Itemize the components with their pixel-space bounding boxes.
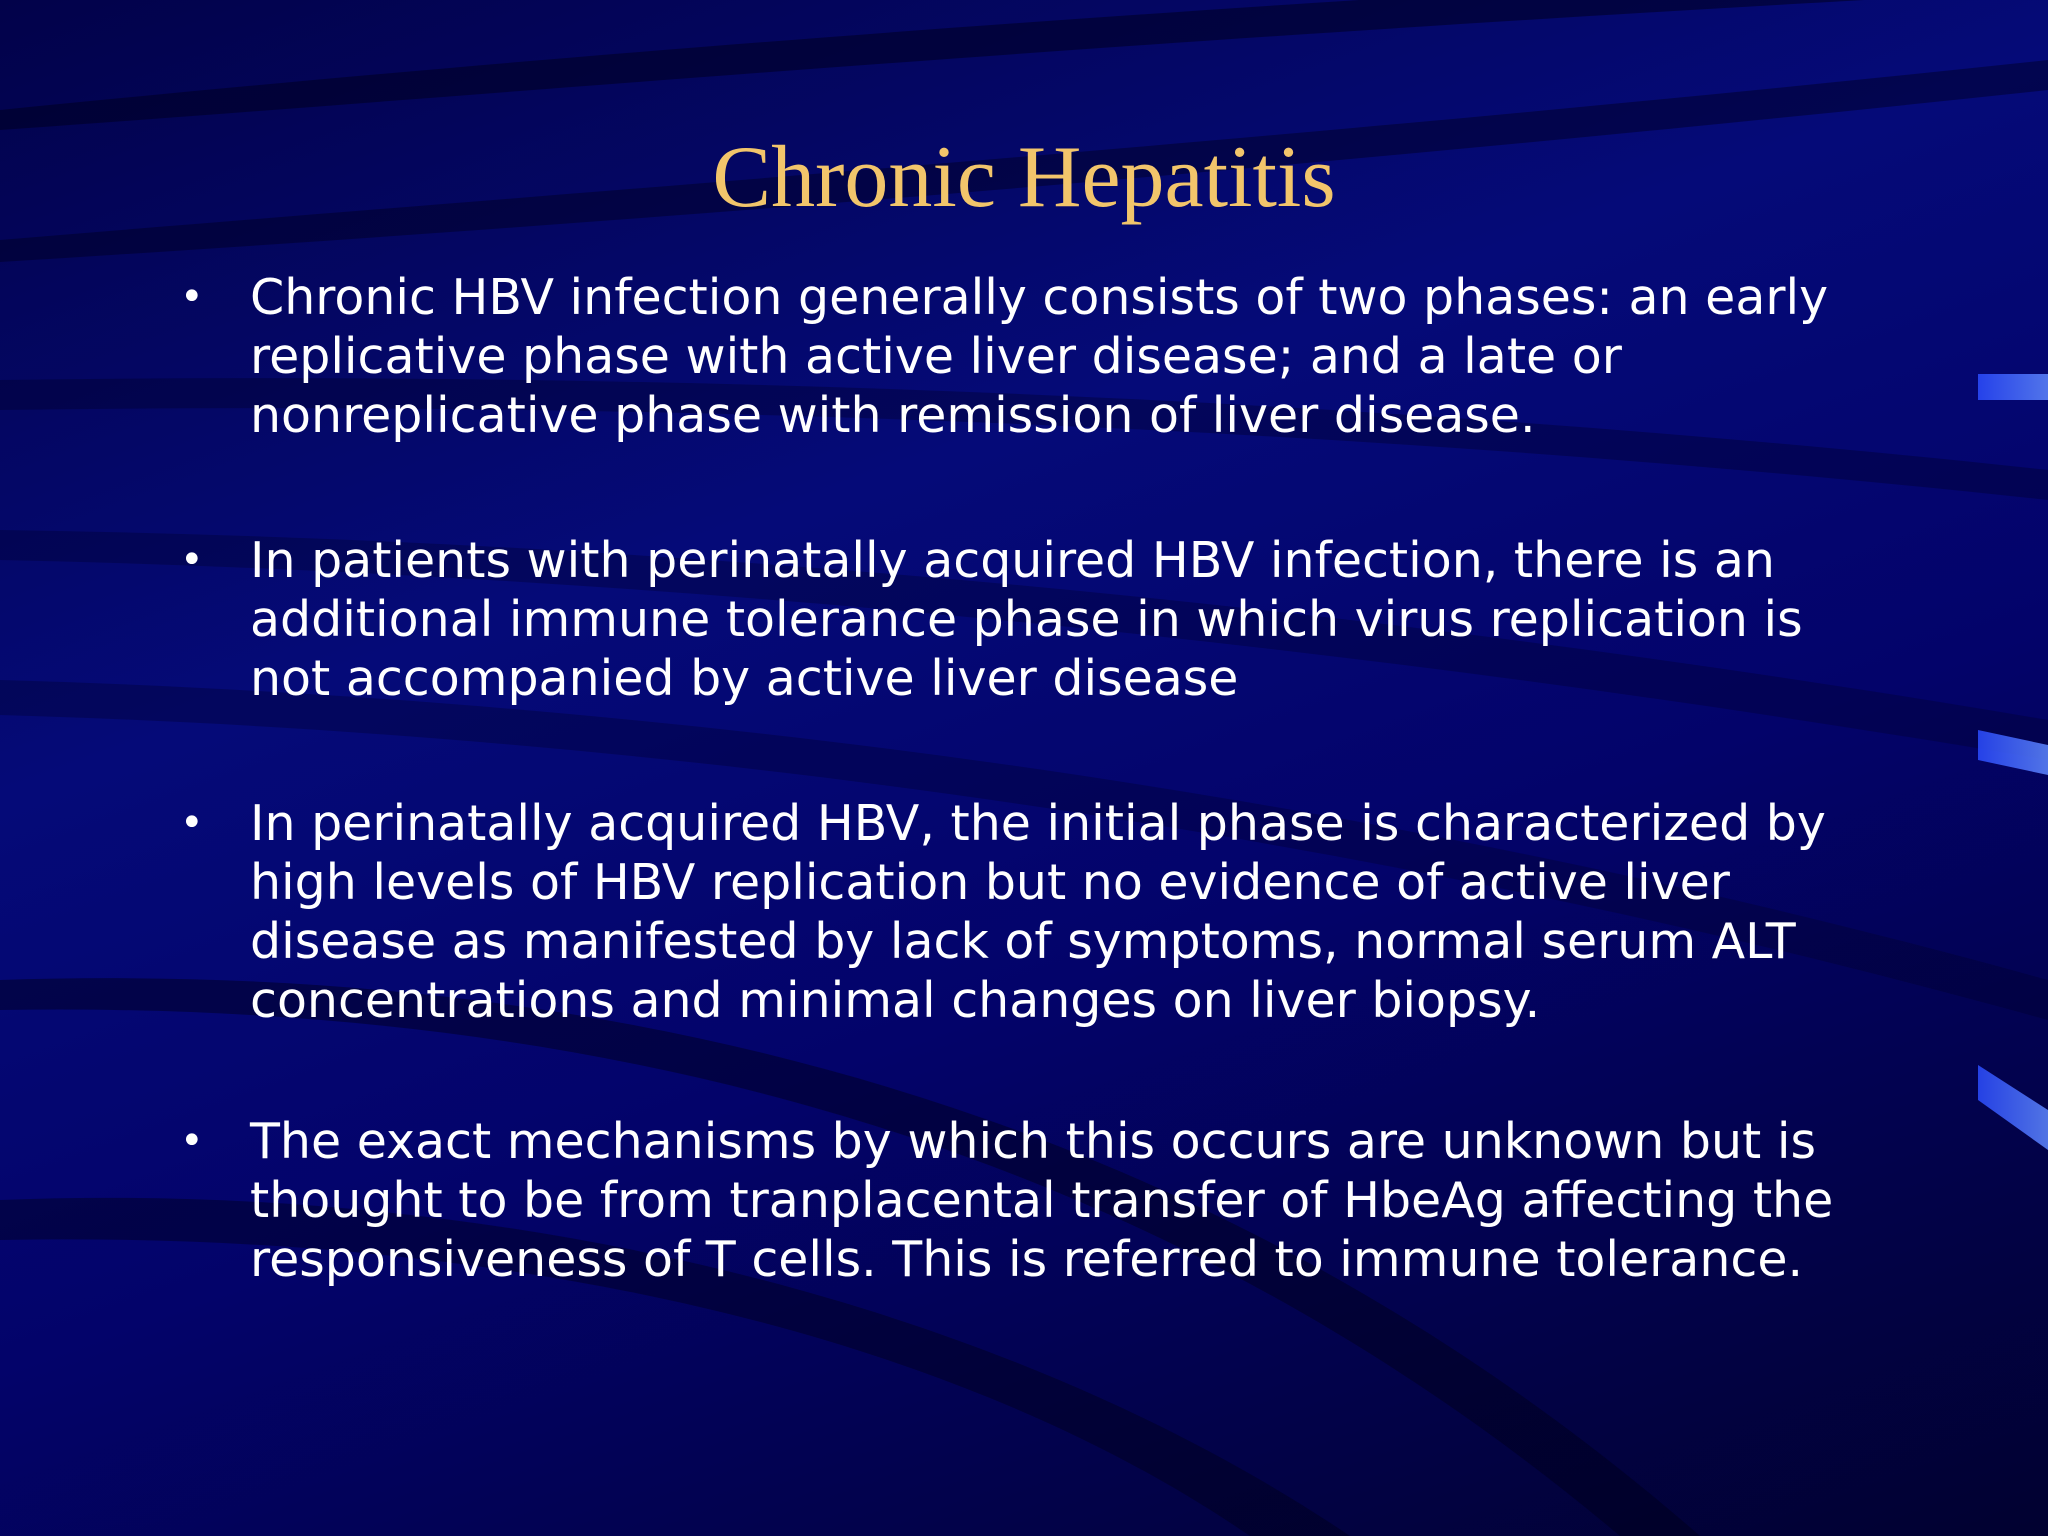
bullet-dot: • bbox=[180, 274, 204, 320]
edge-tab-1 bbox=[1978, 374, 2048, 400]
slide-title: Chronic Hepatitis bbox=[712, 129, 1336, 226]
bullet-item bbox=[170, 531, 1870, 708]
bullet-item bbox=[170, 794, 1870, 1030]
bullet-item bbox=[170, 268, 1870, 445]
edge-tab-3 bbox=[1978, 1065, 2048, 1150]
bullet-item bbox=[170, 1112, 1870, 1289]
bullet-text: In perinatally acquired HBV, the initial phase is characterized by high levels of HBV replication but no evidence of active liver disease as manifested by lack of symptoms, normal serum ALT concentrations and minimal changes on liver biopsy. bbox=[250, 795, 1826, 1029]
bullet-text: In patients with perinatally acquired HBV infection, there is an additional immune tolerance phase in which virus replication is not accompanied by active liver disease bbox=[250, 532, 1803, 707]
bullet-text: The exact mechanisms by which this occurs are unknown but is thought to be from tranplacental transfer of HbeAg affecting the responsiveness of T cells. This is referred to immune tolerance. bbox=[250, 1113, 1834, 1288]
bullet-text: Chronic HBV infection generally consists of two phases: an early replicative phase with active liver disease; and a late or nonreplicative phase with remission of liver disease. bbox=[250, 269, 1829, 444]
bullet-dot: • bbox=[180, 1118, 204, 1164]
bullet-list bbox=[170, 268, 1870, 1375]
bullet-dot: • bbox=[180, 537, 204, 583]
bullet-dot: • bbox=[180, 800, 204, 846]
